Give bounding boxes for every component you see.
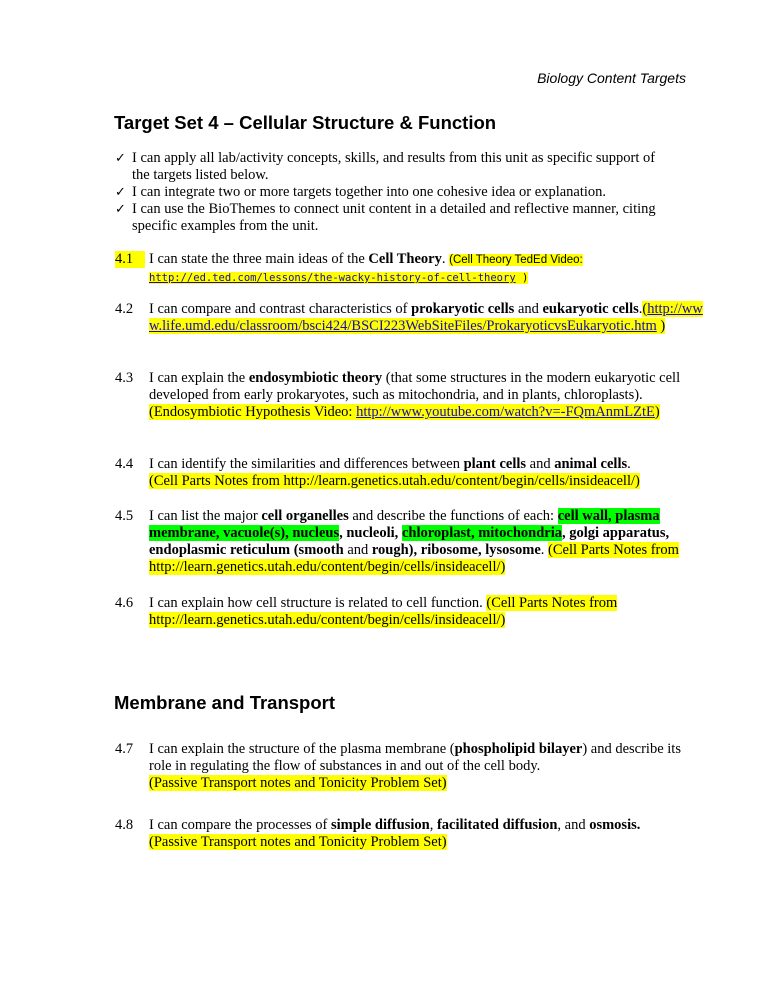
organelles-text: , golgi apparatus, endoplasmic reticulum (smooth: [149, 525, 670, 558]
target-4-2: [115, 301, 705, 335]
checklist-item: [115, 184, 675, 201]
notes-reference: (Passive Transport notes and Tonicity Problem Set): [149, 775, 447, 791]
organelles-text: and: [343, 542, 372, 558]
organelles-highlight: chloroplast, mitochondria: [401, 525, 562, 541]
term-bold: eukaryotic cells: [542, 301, 639, 317]
target-text-post: .: [441, 251, 450, 267]
checklist-item: [115, 201, 675, 235]
link-close: ): [656, 318, 666, 334]
term-bold: osmosis.: [589, 817, 641, 833]
video-link[interactable]: http://ed.ted.com/lessons/the-wacky-history-of-cell-theory: [149, 272, 516, 284]
organelles-text: , nucleoli,: [339, 525, 402, 541]
term-bold: endosymbiotic theory: [248, 370, 383, 386]
target-number: 4.5: [115, 508, 134, 524]
checklist-text: I can integrate two or more targets together into one cohesive idea or explanation.: [132, 184, 607, 200]
target-text-post: ) and describe its role in regulating the flow of substances in and out of the cell body.: [149, 741, 681, 774]
term-bold: facilitated diffusion: [436, 817, 558, 833]
target-number: 4.1: [115, 251, 145, 268]
target-text-mid: and: [514, 301, 543, 317]
target-4-3: [115, 370, 705, 421]
checklist-text: I can apply all lab/activity concepts, skills, and results from this unit as specific support of the targets listed below.: [132, 150, 656, 183]
term-bold: Cell Theory: [368, 251, 442, 267]
target-text: I can explain how cell structure is related to cell function.: [149, 595, 487, 611]
target-text-sep: , and: [557, 817, 590, 833]
target-4-4: [115, 456, 705, 490]
target-4-6: [115, 595, 705, 629]
notes-reference: (Cell Parts Notes from http://learn.genetics.utah.edu/content/begin/cells/insideacell/): [149, 473, 640, 489]
page-header: Biology Content Targets: [537, 70, 686, 86]
target-text: I can compare the processes of: [149, 817, 331, 833]
target-4-7: [115, 741, 705, 792]
target-text: I can list the major: [149, 508, 262, 524]
video-label: (Cell Theory TedEd Video:: [449, 254, 583, 266]
video-label: (Endosymbiotic Hypothesis Video:: [149, 404, 357, 420]
target-4-1: [115, 251, 705, 287]
term-bold: simple diffusion: [330, 817, 430, 833]
notes-reference: (Cell Parts Notes from http://learn.genetics.utah.edu/content/begin/cells/insideacell/): [149, 542, 679, 575]
checkmark-icon: ✓: [115, 185, 126, 200]
video-close: ): [654, 404, 660, 420]
video-link[interactable]: http://www.youtube.com/watch?v=-FQmAnmLZtE: [356, 404, 655, 420]
target-number: 4.3: [115, 370, 134, 386]
target-text-sep: ,: [429, 817, 437, 833]
target-number: 4.4: [115, 456, 134, 472]
target-number: 4.2: [115, 301, 134, 317]
section-heading-cellular: Target Set 4 – Cellular Structure & Function: [114, 112, 497, 133]
organelles-highlight: cell wall, plasma membrane, vacuole(s), nucleus: [149, 508, 660, 541]
video-close: ): [515, 272, 529, 284]
notes-reference: (Cell Parts Notes from http://learn.genetics.utah.edu/content/begin/cells/insideacell/): [149, 595, 618, 628]
target-text: I can compare and contrast characteristics of: [149, 301, 412, 317]
term-bold: plant cells: [463, 456, 527, 472]
link-open: (: [642, 301, 648, 317]
target-text-post: .: [540, 542, 549, 558]
target-number: 4.6: [115, 595, 134, 611]
target-text-post: .: [627, 456, 631, 472]
notes-reference: (Passive Transport notes and Tonicity Problem Set): [149, 834, 447, 850]
checkmark-icon: ✓: [115, 151, 126, 166]
target-4-8: [115, 817, 705, 851]
target-number: 4.8: [115, 817, 134, 833]
term-bold: prokaryotic cells: [411, 301, 515, 317]
target-text: I can explain the structure of the plasma membrane (: [149, 741, 455, 757]
section-heading-membrane: Membrane and Transport: [114, 692, 336, 713]
checklist-text: I can use the BioThemes to connect unit content in a detailed and reflective manner, citing specific examples from the unit.: [132, 201, 656, 234]
target-text: I can explain the: [149, 370, 249, 386]
term-bold: animal cells: [554, 456, 628, 472]
objectives-checklist: [115, 150, 675, 235]
target-text-post: .: [638, 301, 643, 317]
term-bold: phospholipid bilayer: [454, 741, 583, 757]
checklist-item: [115, 150, 675, 184]
target-text: I can state the three main ideas of the: [149, 251, 369, 267]
target-text-post: (that some structures in the modern eukaryotic cell developed from early prokaryotes, such as mitochondria, and in plants, chloroplasts).: [149, 370, 681, 403]
reference-link[interactable]: http://www.life.umd.edu/classroom/bsci424/BSCI223WebSiteFiles/ProkaryoticvsEukaryotic.htm: [149, 301, 703, 334]
checkmark-icon: ✓: [115, 202, 126, 217]
target-text-mid: and: [526, 456, 555, 472]
target-4-5: [115, 508, 705, 576]
target-text: I can identify the similarities and differences between: [149, 456, 464, 472]
organelles-text: rough), ribosome, lysosome: [371, 542, 541, 558]
target-number: 4.7: [115, 741, 134, 757]
target-text-mid: and describe the functions of each:: [348, 508, 558, 524]
term-bold: cell organelles: [261, 508, 349, 524]
